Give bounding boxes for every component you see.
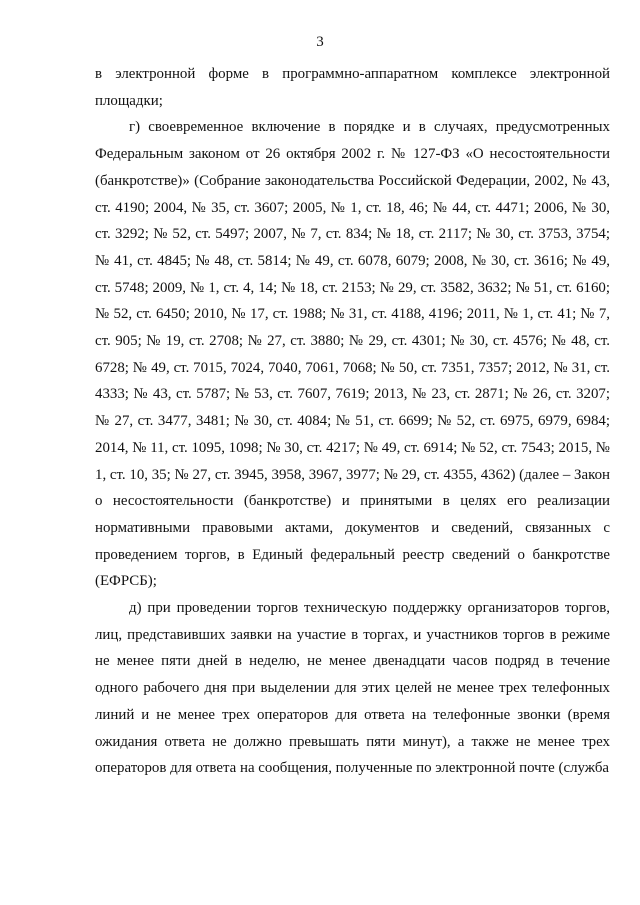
paragraph-d: д) при проведении торгов техническую поддержку организаторов торгов, лиц, представивших заявки на участие в торгах, и участников торгов в режиме не менее пяти дней в неделю, не менее двенадцати часов подряд в течение одного рабочего дня при выделении для этих целей не менее трех телефонных линий и не менее трех операторов для ответа на телефонные звонки (время ожидания ответа не должно превышать пяти минут), а также не менее трех операторов для ответа на сообщения, полученные по электронной почте (служба bbox=[95, 600, 610, 777]
page-number: 3 bbox=[316, 34, 324, 50]
paragraph-continuation: в электронной форме в программно-аппаратном комплексе электронной площадки; bbox=[95, 66, 610, 109]
paragraph-g: г) своевременное включение в порядке и в случаях, предусмотренных Федеральным законом от 26 октября 2002 г. № 127-ФЗ «О несостоятельности (банкротстве)» (Собрание законодательства Российской Федерации, 2002, № 43, ст. 4190; 2004, № 35, ст. 3607; 2005, № 1, ст. 18, 46; № 44, ст. 4471; 2006, № 30, ст. 3292; № 52, ст. 5497; 2007, № 7, ст. 834; № 18, ст. 2117; № 30, ст. 3753, 3754; № 41, ст. 4845; № 48, ст. 5814; № 49, ст. 6078, 6079; 2008, № 30, ст. 3616; № 49, ст. 5748; 2009, № 1, ст. 4, 14; № 18, ст. 2153; № 29, ст. 3582, 3632; № 51, ст. 6160; № 52, ст. 6450; 2010, № 17, ст. 1988; № 31, ст. 4188, 4196; 2011, № 1, ст. 41; № 7, ст. 905; № 19, ст. 2708; № 27, ст. 3880; № 29, ст. 4301; № 30, ст. 4576; № 48, ст. 6728; № 49, ст. 7015, 7024, 7040, 7061, 7068; № 50, ст. 7351, 7357; 2012, № 31, ст. 4333; № 43, ст. 5787; № 53, ст. 7607, 7619; 2013, № 23, ст. 2871; № 26, ст. 3207; № 27, ст. 3477, 3481; № 30, ст. 4084; № 51, ст. 6699; № 52, ст. 6975, 6979, 6984; 2014, № 11, ст. 1095, 1098; № 30, ст. 4217; № 49, ст. 6914; № 52, ст. 7543; 2015, № 1, ст. 10, 35; № 27, ст. 3945, 3958, 3967, 3977; № 29, ст. 4355, 4362) (далее – Закон о несостоятельности (банкротстве) и принятыми в целях его реализации нормативными правовыми актами, документов и сведений, связанных с проведением торгов, в Единый федеральный реестр сведений о банкротстве (ЕФРСБ); bbox=[95, 119, 610, 590]
document-body bbox=[95, 61, 610, 782]
